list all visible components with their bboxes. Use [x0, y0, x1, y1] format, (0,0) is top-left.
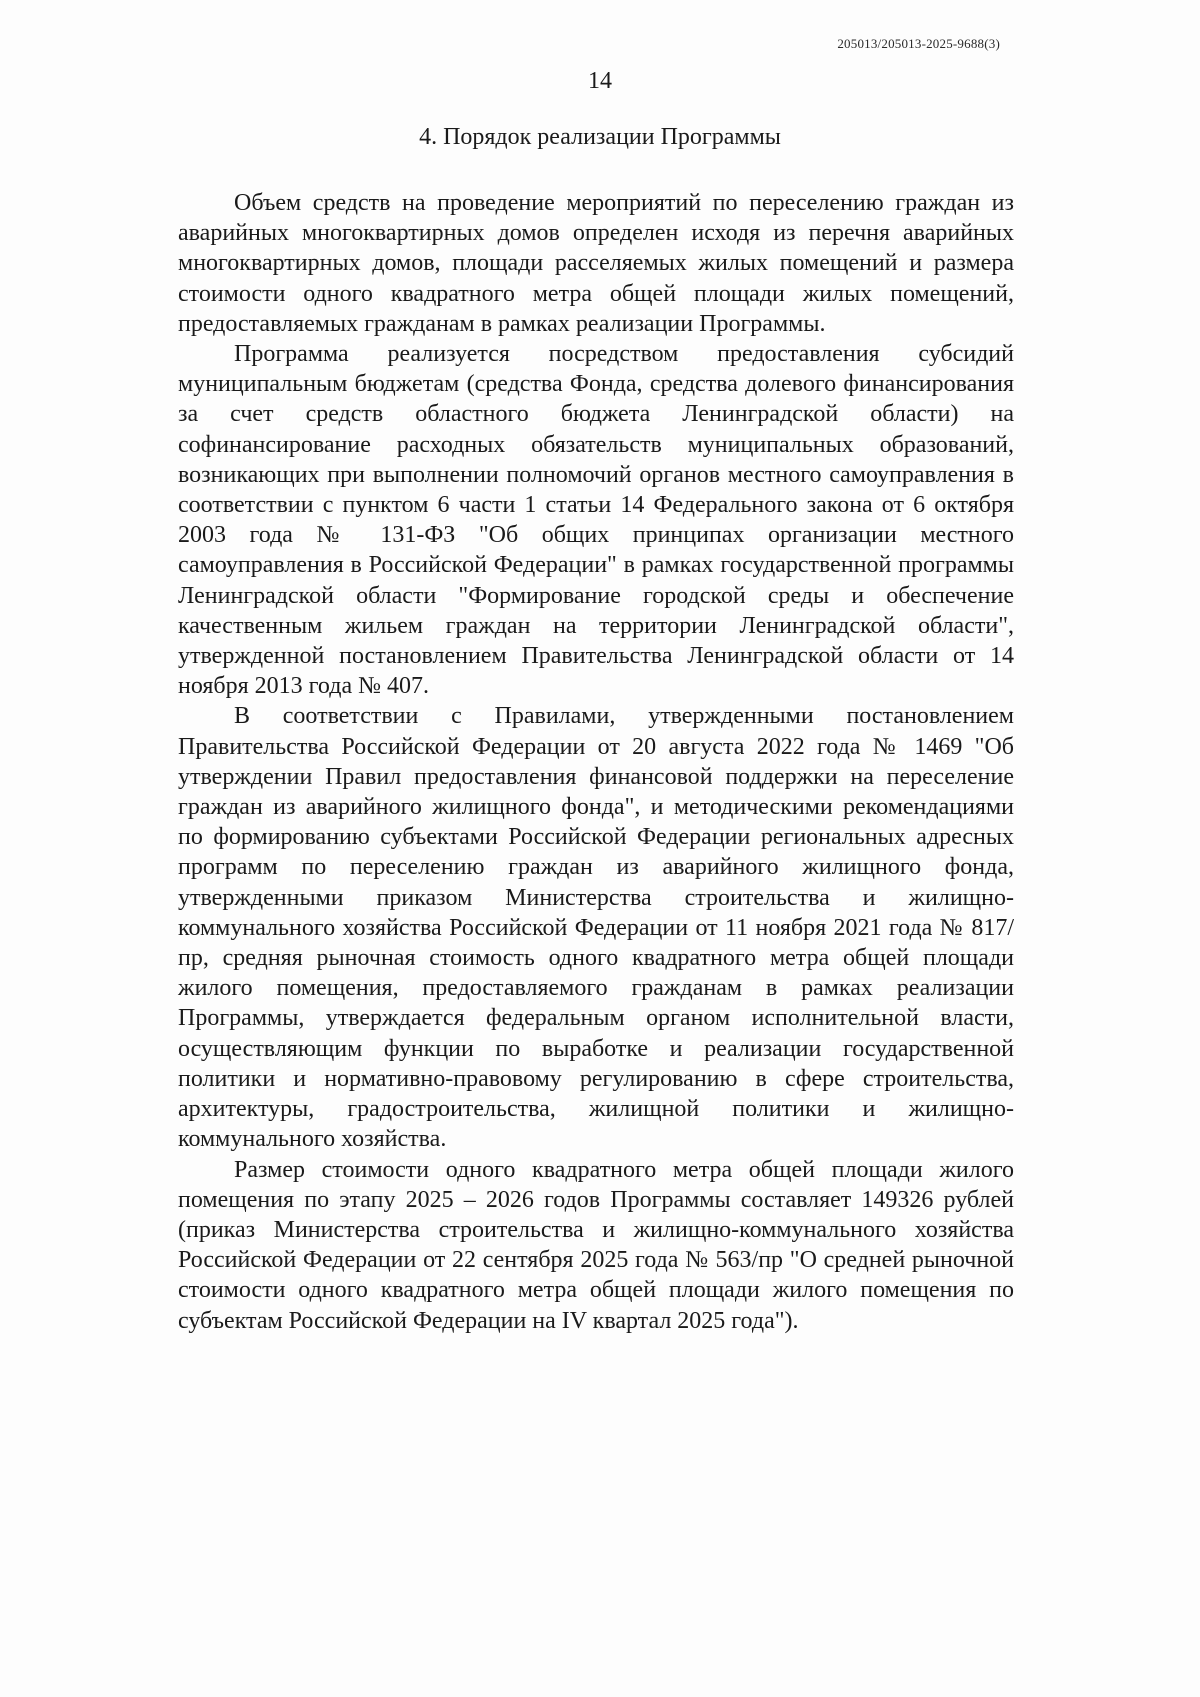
- paragraph: Объем средств на проведение мероприятий по переселению граждан из аварийных многоквартирных домов определен исходя из перечня аварийных многоквартирных домов, площади расселяемых жилых помещений и размера стоимости одного квадратного метра общей площади жилых помещений, предоставляемых гражданам в рамках реализации Программы.: [178, 190, 1014, 337]
- document-body: [178, 188, 1014, 1336]
- section-title: 4. Порядок реализации Программы: [419, 124, 781, 150]
- paragraph: Программа реализуется посредством предоставления субсидий муниципальным бюджетам (средства Фонда, средства долевого финансирования за счет средств областного бюджета Ленинградской области) на софинансирование расходных обязательств муниципальных образований, возникающих при выполнении полномочий органов местного самоуправления в соответствии с пунктом 6 части 1 статьи 14 Федерального закона от 6 октября 2003 года № 131-ФЗ "Об общих принципах организации местного самоуправления в Российской Федерации" в рамках государственной программы Ленинградской области "Формирование городской среды и обеспечение качественным жильем граждан на территории Ленинградской области", утвержденной постановлением Правительства Ленинградской области от 14 ноября 2013 года № 407.: [178, 341, 1014, 700]
- paragraph: Размер стоимости одного квадратного метра общей площади жилого помещения по этапу 2025 – 2026 годов Программы составляет 149326 рублей (приказ Министерства строительства и жилищно-коммунального хозяйства Российской Федерации от 22 сентября 2025 года № 563/пр "О средней рыночной стоимости одного квадратного метра общей площади жилого помещения по субъектам Российской Федерации на IV квартал 2025 года").: [178, 1156, 1014, 1334]
- document-id: 205013/205013-2025-9688(3): [837, 36, 1000, 51]
- page-number: 14: [588, 68, 612, 94]
- paragraph: В соответствии с Правилами, утвержденными постановлением Правительства Российской Федерации от 20 августа 2022 года № 1469 "Об утверждении Правил предоставления финансовой поддержки на переселение граждан из аварийного жилищного фонда", и методическими рекомендациями по формированию субъектами Российской Федерации региональных адресных программ по переселению граждан из аварийного жилищного фонда, утвержденными приказом Министерства строительства и жилищно-коммунального хозяйства Российской Федерации от 11 ноября 2021 года № 817/пр, средняя рыночная стоимость одного квадратного метра общей площади жилого помещения, предоставляемого гражданам в рамках реализации Программы, утверждается федеральным органом исполнительной власти, осуществляющим функции по выработке и реализации государственной политики и нормативно-правовому регулированию в сфере строительства, архитектуры, градостроительства, жилищной политики и жилищно-коммунального хозяйства.: [178, 703, 1014, 1153]
